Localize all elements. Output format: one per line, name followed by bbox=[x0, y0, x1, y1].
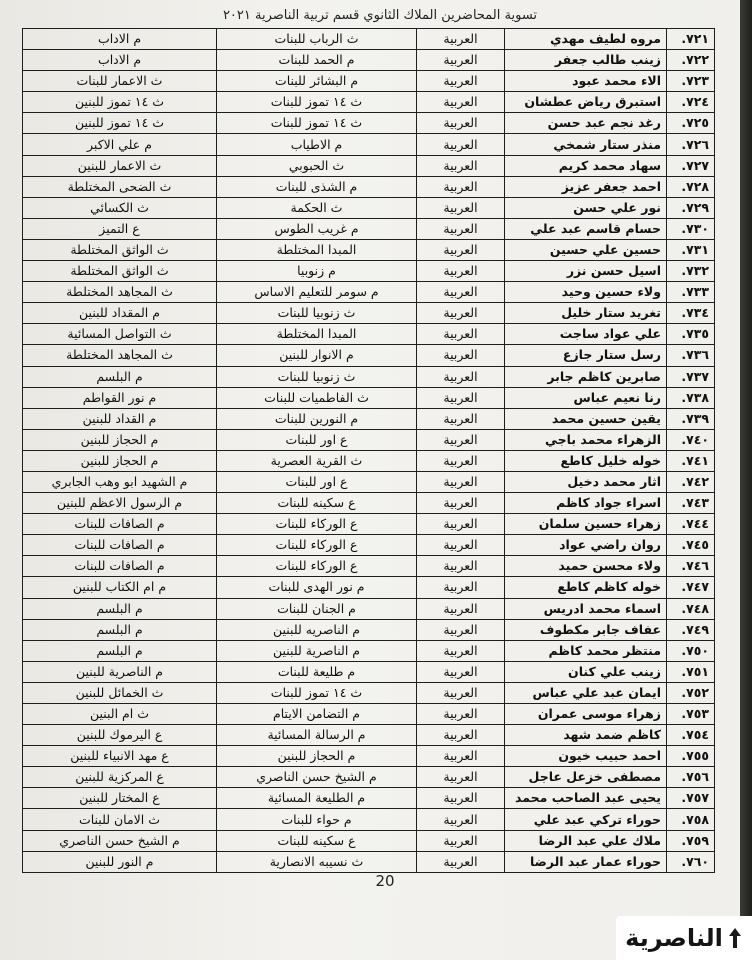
lecturer-name: حسين علي حسين bbox=[505, 239, 667, 260]
lecturer-name: احمد جعفر عزيز bbox=[505, 176, 667, 197]
subject-cell: العربية bbox=[417, 556, 505, 577]
row-number: ٧٦٠. bbox=[667, 851, 715, 872]
subject-cell: العربية bbox=[417, 598, 505, 619]
table-row bbox=[23, 387, 715, 408]
current-school: م الناصريه للبنين bbox=[217, 619, 417, 640]
current-school: ث الرباب للبنات bbox=[217, 29, 417, 50]
current-school: م سومر للتعليم الاساس bbox=[217, 282, 417, 303]
row-number: ٧٣٩. bbox=[667, 408, 715, 429]
lecturer-name: زينب علي كنان bbox=[505, 661, 667, 682]
subject-cell: العربية bbox=[417, 29, 505, 50]
subject-cell: العربية bbox=[417, 155, 505, 176]
lecturer-name: كاظم ضمد شهد bbox=[505, 725, 667, 746]
table-row bbox=[23, 71, 715, 92]
lecturer-name: ايمان عبد علي عباس bbox=[505, 682, 667, 703]
subject-cell: العربية bbox=[417, 429, 505, 450]
current-school: م الانوار للبنين bbox=[217, 345, 417, 366]
subject-cell: العربية bbox=[417, 366, 505, 387]
assigned-school: ث الاعمار للبنات bbox=[23, 71, 217, 92]
subject-cell: العربية bbox=[417, 303, 505, 324]
table-row bbox=[23, 197, 715, 218]
lecturer-name: يقين حسين محمد bbox=[505, 408, 667, 429]
assigned-school: م ام الكتاب للبنين bbox=[23, 577, 217, 598]
current-school: ع اور للبنات bbox=[217, 429, 417, 450]
table-row bbox=[23, 640, 715, 661]
lecturer-name: مصطفى خزعل عاجل bbox=[505, 767, 667, 788]
current-school: م النورين للبنات bbox=[217, 408, 417, 429]
current-school: ث ١٤ تموز للبنات bbox=[217, 92, 417, 113]
row-number: ٧٥٨. bbox=[667, 809, 715, 830]
assigned-school: م علي الاكبر bbox=[23, 134, 217, 155]
table-row bbox=[23, 725, 715, 746]
assigned-school: ث التواصل المسائية bbox=[23, 324, 217, 345]
assigned-school: ث المجاهد المختلطة bbox=[23, 345, 217, 366]
current-school: ث الفاطميات للبنات bbox=[217, 387, 417, 408]
assigned-school: م الصافات للبنات bbox=[23, 556, 217, 577]
table-row bbox=[23, 661, 715, 682]
row-number: ٧٤٥. bbox=[667, 535, 715, 556]
table-row bbox=[23, 746, 715, 767]
watermark-logo bbox=[616, 916, 752, 960]
table-row bbox=[23, 514, 715, 535]
assigned-school: م القداد للبنين bbox=[23, 408, 217, 429]
current-school: ث زنوبيا للبنات bbox=[217, 303, 417, 324]
row-number: ٧٥٦. bbox=[667, 767, 715, 788]
assigned-school: م البلسم bbox=[23, 640, 217, 661]
current-school: م الاطياب bbox=[217, 134, 417, 155]
lecturer-name: الاء محمد عبود bbox=[505, 71, 667, 92]
row-number: ٧٣٥. bbox=[667, 324, 715, 345]
assigned-school: ع المركزية للبنين bbox=[23, 767, 217, 788]
table-row bbox=[23, 682, 715, 703]
lecturer-name: زهراء موسى عمران bbox=[505, 704, 667, 725]
current-school: م زنوبيا bbox=[217, 261, 417, 282]
assigned-school: ع مهد الانبياء للبنين bbox=[23, 746, 217, 767]
subject-cell: العربية bbox=[417, 71, 505, 92]
subject-cell: العربية bbox=[417, 493, 505, 514]
subject-cell: العربية bbox=[417, 577, 505, 598]
table-row bbox=[23, 408, 715, 429]
row-number: ٧٤٩. bbox=[667, 619, 715, 640]
subject-cell: العربية bbox=[417, 450, 505, 471]
subject-cell: العربية bbox=[417, 387, 505, 408]
subject-cell: العربية bbox=[417, 408, 505, 429]
assigned-school: م الاداب bbox=[23, 50, 217, 71]
assigned-school: ث الواثق المختلطة bbox=[23, 261, 217, 282]
assigned-school: ث المجاهد المختلطة bbox=[23, 282, 217, 303]
subject-cell: العربية bbox=[417, 218, 505, 239]
row-number: ٧٢٩. bbox=[667, 197, 715, 218]
current-school: م غريب الطوس bbox=[217, 218, 417, 239]
scan-edge bbox=[740, 0, 752, 960]
table-row bbox=[23, 218, 715, 239]
table-row bbox=[23, 282, 715, 303]
table-row bbox=[23, 598, 715, 619]
row-number: ٧٥٩. bbox=[667, 830, 715, 851]
row-number: ٧٤٤. bbox=[667, 514, 715, 535]
assigned-school: م نور القواطم bbox=[23, 387, 217, 408]
table-row bbox=[23, 577, 715, 598]
current-school: ع سكينه للبنات bbox=[217, 830, 417, 851]
row-number: ٧٢٤. bbox=[667, 92, 715, 113]
row-number: ٧٥٥. bbox=[667, 746, 715, 767]
row-number: ٧٣٨. bbox=[667, 387, 715, 408]
lecturer-name: منذر ستار شمخي bbox=[505, 134, 667, 155]
assigned-school: م الحجاز للبنين bbox=[23, 429, 217, 450]
assigned-school: ث الاعمار للبنين bbox=[23, 155, 217, 176]
subject-cell: العربية bbox=[417, 282, 505, 303]
lecturer-name: يحيى عبد الصاحب محمد bbox=[505, 788, 667, 809]
assigned-school: م الصافات للبنات bbox=[23, 514, 217, 535]
row-number: ٧٢٨. bbox=[667, 176, 715, 197]
subject-cell: العربية bbox=[417, 134, 505, 155]
row-number: ٧٣٣. bbox=[667, 282, 715, 303]
assigned-school: م الحجاز للبنين bbox=[23, 450, 217, 471]
subject-cell: العربية bbox=[417, 50, 505, 71]
row-number: ٧٤٦. bbox=[667, 556, 715, 577]
table-row bbox=[23, 29, 715, 50]
lecturer-name: استبرق رياض عطشان bbox=[505, 92, 667, 113]
row-number: ٧٥٠. bbox=[667, 640, 715, 661]
subject-cell: العربية bbox=[417, 514, 505, 535]
current-school: ع الوركاء للبنات bbox=[217, 514, 417, 535]
lecturer-name: حوراء تركي عبد علي bbox=[505, 809, 667, 830]
current-school: م طليعة للبنات bbox=[217, 661, 417, 682]
assigned-school: ث الضحى المختلطة bbox=[23, 176, 217, 197]
assigned-school: ع التميز bbox=[23, 218, 217, 239]
table-row bbox=[23, 535, 715, 556]
assigned-school: م البلسم bbox=[23, 366, 217, 387]
subject-cell: العربية bbox=[417, 830, 505, 851]
current-school: م حواء للبنات bbox=[217, 809, 417, 830]
subject-cell: العربية bbox=[417, 113, 505, 134]
lecturer-name: عفاف جابر مكطوف bbox=[505, 619, 667, 640]
assigned-school: م البلسم bbox=[23, 598, 217, 619]
current-school: م التضامن الايتام bbox=[217, 704, 417, 725]
page-number: 20 bbox=[375, 872, 395, 890]
current-school: م الجنان للبنات bbox=[217, 598, 417, 619]
assigned-school: ث الواثق المختلطة bbox=[23, 239, 217, 260]
lecturer-name: زينب طالب جعفر bbox=[505, 50, 667, 71]
lecturer-name: رغد نجم عبد حسن bbox=[505, 113, 667, 134]
assigned-school: م الشهيد ابو وهب الجابري bbox=[23, 471, 217, 492]
table-row bbox=[23, 366, 715, 387]
subject-cell: العربية bbox=[417, 746, 505, 767]
row-number: ٧٥٤. bbox=[667, 725, 715, 746]
assigned-school: ث ١٤ تموز للبنين bbox=[23, 92, 217, 113]
subject-cell: العربية bbox=[417, 767, 505, 788]
page-title: تسوية المحاضرين الملاك الثانوي قسم تربية الناصرية ٢٠٢١ bbox=[222, 8, 538, 23]
current-school: المبدا المختلطة bbox=[217, 239, 417, 260]
assigned-school: ع المختار للبنين bbox=[23, 788, 217, 809]
row-number: ٧٣٤. bbox=[667, 303, 715, 324]
current-school: م الشيخ حسن الناصري bbox=[217, 767, 417, 788]
table-row bbox=[23, 345, 715, 366]
lecturer-name: خوله كاظم كاطع bbox=[505, 577, 667, 598]
current-school: المبدا المختلطة bbox=[217, 324, 417, 345]
current-school: ث ١٤ تموز للبنات bbox=[217, 682, 417, 703]
table-row bbox=[23, 851, 715, 872]
current-school: م نور الهدى للبنات bbox=[217, 577, 417, 598]
current-school: ع الوركاء للبنات bbox=[217, 556, 417, 577]
lecturer-name: نور علي حسن bbox=[505, 197, 667, 218]
assigned-school: م النور للبنين bbox=[23, 851, 217, 872]
assigned-school: م الناصرية للبنين bbox=[23, 661, 217, 682]
current-school: ث الحبوبي bbox=[217, 155, 417, 176]
table-row bbox=[23, 830, 715, 851]
subject-cell: العربية bbox=[417, 725, 505, 746]
subject-cell: العربية bbox=[417, 619, 505, 640]
current-school: م الطليعة المسائية bbox=[217, 788, 417, 809]
table-row bbox=[23, 471, 715, 492]
table-row bbox=[23, 556, 715, 577]
lecturer-name: تغريد ستار خليل bbox=[505, 303, 667, 324]
current-school: ث القرية العصرية bbox=[217, 450, 417, 471]
lecturer-name: اسماء محمد ادريس bbox=[505, 598, 667, 619]
assigned-school: ث الامان للبنات bbox=[23, 809, 217, 830]
table-row bbox=[23, 176, 715, 197]
assigned-school: م الرسول الاعظم للبنين bbox=[23, 493, 217, 514]
logo-mark-icon bbox=[727, 927, 743, 949]
assigned-school: م الاداب bbox=[23, 29, 217, 50]
lecturer-name: ولاء حسين وحيد bbox=[505, 282, 667, 303]
assigned-school: ث الكسائي bbox=[23, 197, 217, 218]
row-number: ٧٤٣. bbox=[667, 493, 715, 514]
lecturer-name: رسل ستار جازع bbox=[505, 345, 667, 366]
assigned-school: م الصافات للبنات bbox=[23, 535, 217, 556]
lecturer-name: مروه لطيف مهدي bbox=[505, 29, 667, 50]
row-number: ٧٣٧. bbox=[667, 366, 715, 387]
lecturer-name: روان راضي عواد bbox=[505, 535, 667, 556]
assigned-school: م البلسم bbox=[23, 619, 217, 640]
lecturer-name: اسراء جواد كاظم bbox=[505, 493, 667, 514]
table-row bbox=[23, 113, 715, 134]
current-school: م البشائر للبنات bbox=[217, 71, 417, 92]
table-row bbox=[23, 92, 715, 113]
row-number: ٧٢١. bbox=[667, 29, 715, 50]
lecturer-name: ولاء محسن حميد bbox=[505, 556, 667, 577]
lecturer-name: اثار محمد دخيل bbox=[505, 471, 667, 492]
row-number: ٧٣١. bbox=[667, 239, 715, 260]
subject-cell: العربية bbox=[417, 345, 505, 366]
subject-cell: العربية bbox=[417, 176, 505, 197]
table-row bbox=[23, 493, 715, 514]
row-number: ٧٤١. bbox=[667, 450, 715, 471]
current-school: ث الحكمة bbox=[217, 197, 417, 218]
table-row bbox=[23, 155, 715, 176]
row-number: ٧٤٠. bbox=[667, 429, 715, 450]
roster-table-body bbox=[23, 29, 715, 873]
table-row bbox=[23, 788, 715, 809]
current-school: م الرسالة المسائية bbox=[217, 725, 417, 746]
assigned-school: م المقداد للبنين bbox=[23, 303, 217, 324]
row-number: ٧٢٢. bbox=[667, 50, 715, 71]
table-row bbox=[23, 767, 715, 788]
lecturer-name: علي عواد ساجت bbox=[505, 324, 667, 345]
table-row bbox=[23, 704, 715, 725]
table-row bbox=[23, 429, 715, 450]
lecturer-name: احمد حبيب خيون bbox=[505, 746, 667, 767]
row-number: ٧٥١. bbox=[667, 661, 715, 682]
lecturer-name: زهراء حسين سلمان bbox=[505, 514, 667, 535]
lecturer-name: سهاد محمد كريم bbox=[505, 155, 667, 176]
subject-cell: العربية bbox=[417, 809, 505, 830]
roster-table bbox=[22, 28, 715, 873]
row-number: ٧٤٨. bbox=[667, 598, 715, 619]
lecturer-name: رنا نعيم عباس bbox=[505, 387, 667, 408]
row-number: ٧٣٢. bbox=[667, 261, 715, 282]
current-school: م الشذى للبنات bbox=[217, 176, 417, 197]
lecturer-name: ملاك علي عبد الرضا bbox=[505, 830, 667, 851]
row-number: ٧٤٢. bbox=[667, 471, 715, 492]
row-number: ٧٥٢. bbox=[667, 682, 715, 703]
row-number: ٧٣٠. bbox=[667, 218, 715, 239]
table-row bbox=[23, 303, 715, 324]
row-number: ٧٢٣. bbox=[667, 71, 715, 92]
row-number: ٧٢٧. bbox=[667, 155, 715, 176]
row-number: ٧٢٦. bbox=[667, 134, 715, 155]
row-number: ٧٣٦. bbox=[667, 345, 715, 366]
subject-cell: العربية bbox=[417, 851, 505, 872]
subject-cell: العربية bbox=[417, 682, 505, 703]
current-school: ع اور للبنات bbox=[217, 471, 417, 492]
lecturer-name: اسيل حسن نزر bbox=[505, 261, 667, 282]
subject-cell: العربية bbox=[417, 788, 505, 809]
lecturer-name: حسام قاسم عبد علي bbox=[505, 218, 667, 239]
subject-cell: العربية bbox=[417, 640, 505, 661]
table-row bbox=[23, 619, 715, 640]
row-number: ٧٢٥. bbox=[667, 113, 715, 134]
subject-cell: العربية bbox=[417, 92, 505, 113]
current-school: م الحجاز للبنين bbox=[217, 746, 417, 767]
assigned-school: ث ١٤ تموز للبنين bbox=[23, 113, 217, 134]
current-school: ث نسيبه الانصارية bbox=[217, 851, 417, 872]
table-row bbox=[23, 809, 715, 830]
row-number: ٧٥٣. bbox=[667, 704, 715, 725]
subject-cell: العربية bbox=[417, 661, 505, 682]
table-row bbox=[23, 239, 715, 260]
subject-cell: العربية bbox=[417, 704, 505, 725]
subject-cell: العربية bbox=[417, 324, 505, 345]
lecturer-name: حوراء عمار عبد الرضا bbox=[505, 851, 667, 872]
lecturer-name: خوله خليل كاطع bbox=[505, 450, 667, 471]
table-row bbox=[23, 450, 715, 471]
lecturer-name: صابرين كاظم جابر bbox=[505, 366, 667, 387]
subject-cell: العربية bbox=[417, 197, 505, 218]
current-school: ث زنوبيا للبنات bbox=[217, 366, 417, 387]
assigned-school: ث الخمائل للبنين bbox=[23, 682, 217, 703]
table-row bbox=[23, 134, 715, 155]
row-number: ٧٥٧. bbox=[667, 788, 715, 809]
table-row bbox=[23, 324, 715, 345]
watermark-text: الناصرية bbox=[625, 924, 723, 952]
subject-cell: العربية bbox=[417, 471, 505, 492]
subject-cell: العربية bbox=[417, 261, 505, 282]
table-row bbox=[23, 50, 715, 71]
current-school: ع سكينه للبنات bbox=[217, 493, 417, 514]
current-school: ث ١٤ تموز للبنات bbox=[217, 113, 417, 134]
assigned-school: ث ام البنين bbox=[23, 704, 217, 725]
assigned-school: ع اليرموك للبنين bbox=[23, 725, 217, 746]
current-school: م الناصرية للبنين bbox=[217, 640, 417, 661]
subject-cell: العربية bbox=[417, 239, 505, 260]
subject-cell: العربية bbox=[417, 535, 505, 556]
current-school: م الحمد للبنات bbox=[217, 50, 417, 71]
row-number: ٧٤٧. bbox=[667, 577, 715, 598]
assigned-school: م الشيخ حسن الناصري bbox=[23, 830, 217, 851]
lecturer-name: منتظر محمد كاظم bbox=[505, 640, 667, 661]
current-school: ع الوركاء للبنات bbox=[217, 535, 417, 556]
lecturer-name: الزهراء محمد باجي bbox=[505, 429, 667, 450]
table-row bbox=[23, 261, 715, 282]
